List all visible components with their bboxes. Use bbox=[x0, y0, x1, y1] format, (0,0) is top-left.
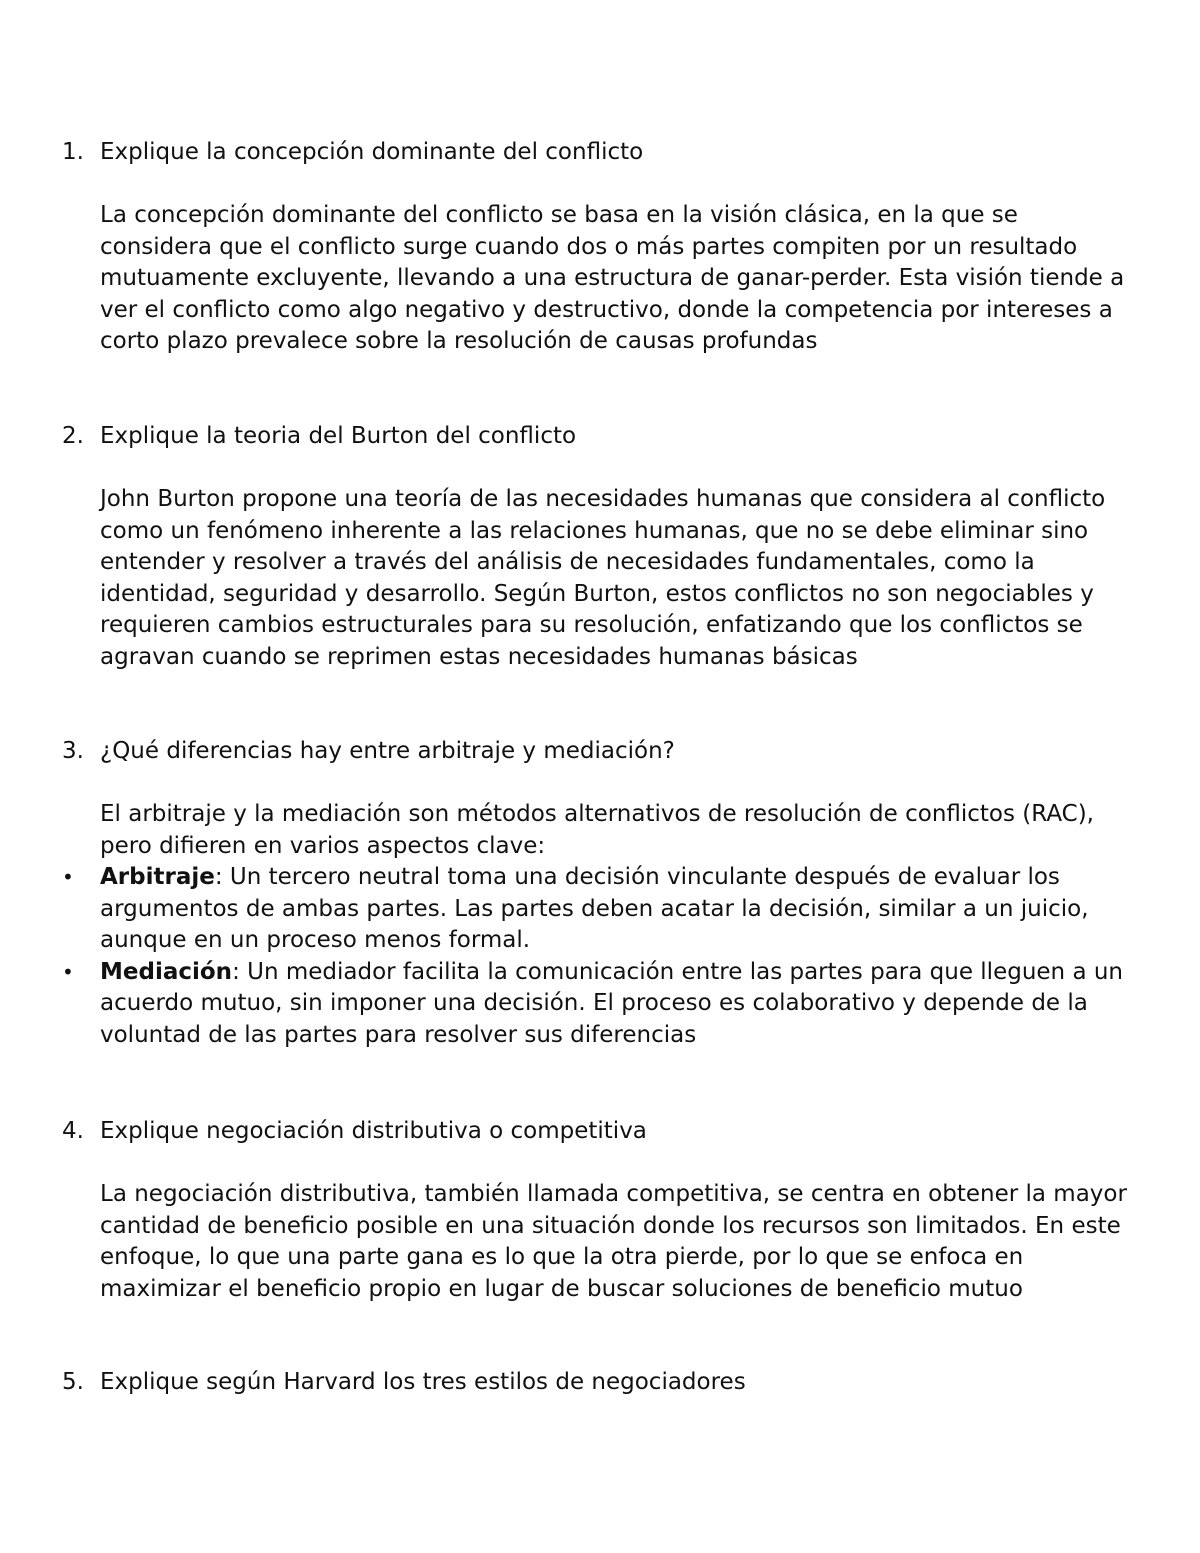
bullet-text: : Un mediador facilita la comunicación entre las partes para que lleguen a un bbox=[232, 958, 1123, 985]
question-number: 2. bbox=[62, 423, 84, 449]
bullet-line: voluntad de las partes para resolver sus diferencias bbox=[100, 1021, 697, 1048]
answer-line: La concepción dominante del conflicto se basa en la visión clásica, en la que se bbox=[100, 202, 1018, 228]
question-number: 1. bbox=[62, 139, 84, 165]
bullet-term: Arbitraje bbox=[100, 864, 215, 890]
answer-line: ver el conflicto como algo negativo y destructivo, donde la competencia por intereses a bbox=[100, 296, 1113, 323]
answer-paragraph bbox=[100, 200, 1200, 358]
answer-line: considera que el conflicto surge cuando dos o más partes compiten por un resultado bbox=[100, 233, 1078, 260]
question-2 bbox=[0, 421, 1200, 673]
answer-line: maximizar el beneficio propio en lugar de buscar soluciones de beneficio mutuo bbox=[100, 1275, 1023, 1302]
answer-line: requieren cambios estructurales para su resolución, enfatizando que los conflictos se bbox=[100, 612, 1083, 638]
answer-paragraph bbox=[100, 484, 1200, 673]
answer-line: mutuamente excluyente, llevando a una estructura de ganar-perder. Esta visión tiende a bbox=[100, 265, 1125, 291]
bullet-icon: • bbox=[62, 959, 74, 984]
bullet-line: argumentos de ambas partes. Las partes deben acatar la decisión, similar a un juicio, bbox=[100, 895, 1089, 922]
question-heading bbox=[0, 736, 1200, 768]
question-3 bbox=[0, 736, 1200, 1051]
question-5 bbox=[0, 1367, 1200, 1399]
question-heading bbox=[0, 137, 1200, 169]
bullet-text: : Un tercero neutral toma una decisión vinculante después de evaluar los bbox=[214, 864, 1060, 890]
question-heading bbox=[0, 1367, 1200, 1399]
bullet-term: Mediación bbox=[100, 958, 233, 985]
question-number: 3. bbox=[62, 738, 84, 764]
answer-paragraph bbox=[100, 799, 1200, 862]
answer-line: entender y resolver a través del análisis de necesidades fundamentales, como la bbox=[100, 549, 1035, 575]
bullet-item-arbitraje bbox=[0, 862, 1200, 957]
question-4 bbox=[0, 1116, 1200, 1305]
answer-line: John Burton propone una teoría de las necesidades humanas que considera al conflicto bbox=[100, 486, 1106, 512]
question-1 bbox=[0, 137, 1200, 358]
question-number: 5. bbox=[62, 1369, 84, 1395]
question-heading bbox=[0, 1116, 1200, 1148]
answer-line: pero difieren en varios aspectos clave: bbox=[100, 832, 546, 859]
answer-line: enfoque, lo que una parte gana es lo que la otra pierde, por lo que se enfoca en bbox=[100, 1244, 1024, 1270]
bullet-line: aunque en un proceso menos formal. bbox=[100, 927, 531, 953]
question-text: Explique la concepción dominante del conflicto bbox=[100, 139, 644, 165]
question-heading bbox=[0, 421, 1200, 453]
answer-line: El arbitraje y la mediación son métodos alternativos de resolución de conflictos (RAC), bbox=[100, 801, 1094, 827]
question-text: Explique negociación distributiva o competitiva bbox=[100, 1118, 647, 1144]
answer-line: identidad, seguridad y desarrollo. Según Burton, estos conflictos no son negociables y bbox=[100, 580, 1094, 607]
answer-line: corto plazo prevalece sobre la resolución de causas profundas bbox=[100, 328, 818, 354]
question-text: Explique la teoria del Burton del conflicto bbox=[100, 423, 577, 449]
answer-paragraph bbox=[100, 1179, 1200, 1305]
bullet-first-line bbox=[100, 957, 1200, 989]
question-number: 4. bbox=[62, 1118, 84, 1144]
answer-line: como un fenómeno inherente a las relaciones humanas, que no se debe eliminar sino bbox=[100, 517, 1089, 544]
bullet-line: acuerdo mutuo, sin imponer una decisión. El proceso es colaborativo y depende de la bbox=[100, 990, 1088, 1016]
question-text: ¿Qué diferencias hay entre arbitraje y mediación? bbox=[100, 738, 675, 764]
bullet-first-line bbox=[100, 862, 1200, 894]
bullet-icon: • bbox=[62, 865, 74, 889]
answer-line: cantidad de beneficio posible en una situación donde los recursos son limitados. En este bbox=[100, 1212, 1121, 1239]
question-text: Explique según Harvard los tres estilos de negociadores bbox=[100, 1369, 746, 1395]
bullet-item-mediacion bbox=[0, 957, 1200, 1052]
answer-line: agravan cuando se reprimen estas necesidades humanas básicas bbox=[100, 643, 858, 670]
answer-line: La negociación distributiva, también llamada competitiva, se centra en obtener la mayor bbox=[100, 1181, 1127, 1207]
